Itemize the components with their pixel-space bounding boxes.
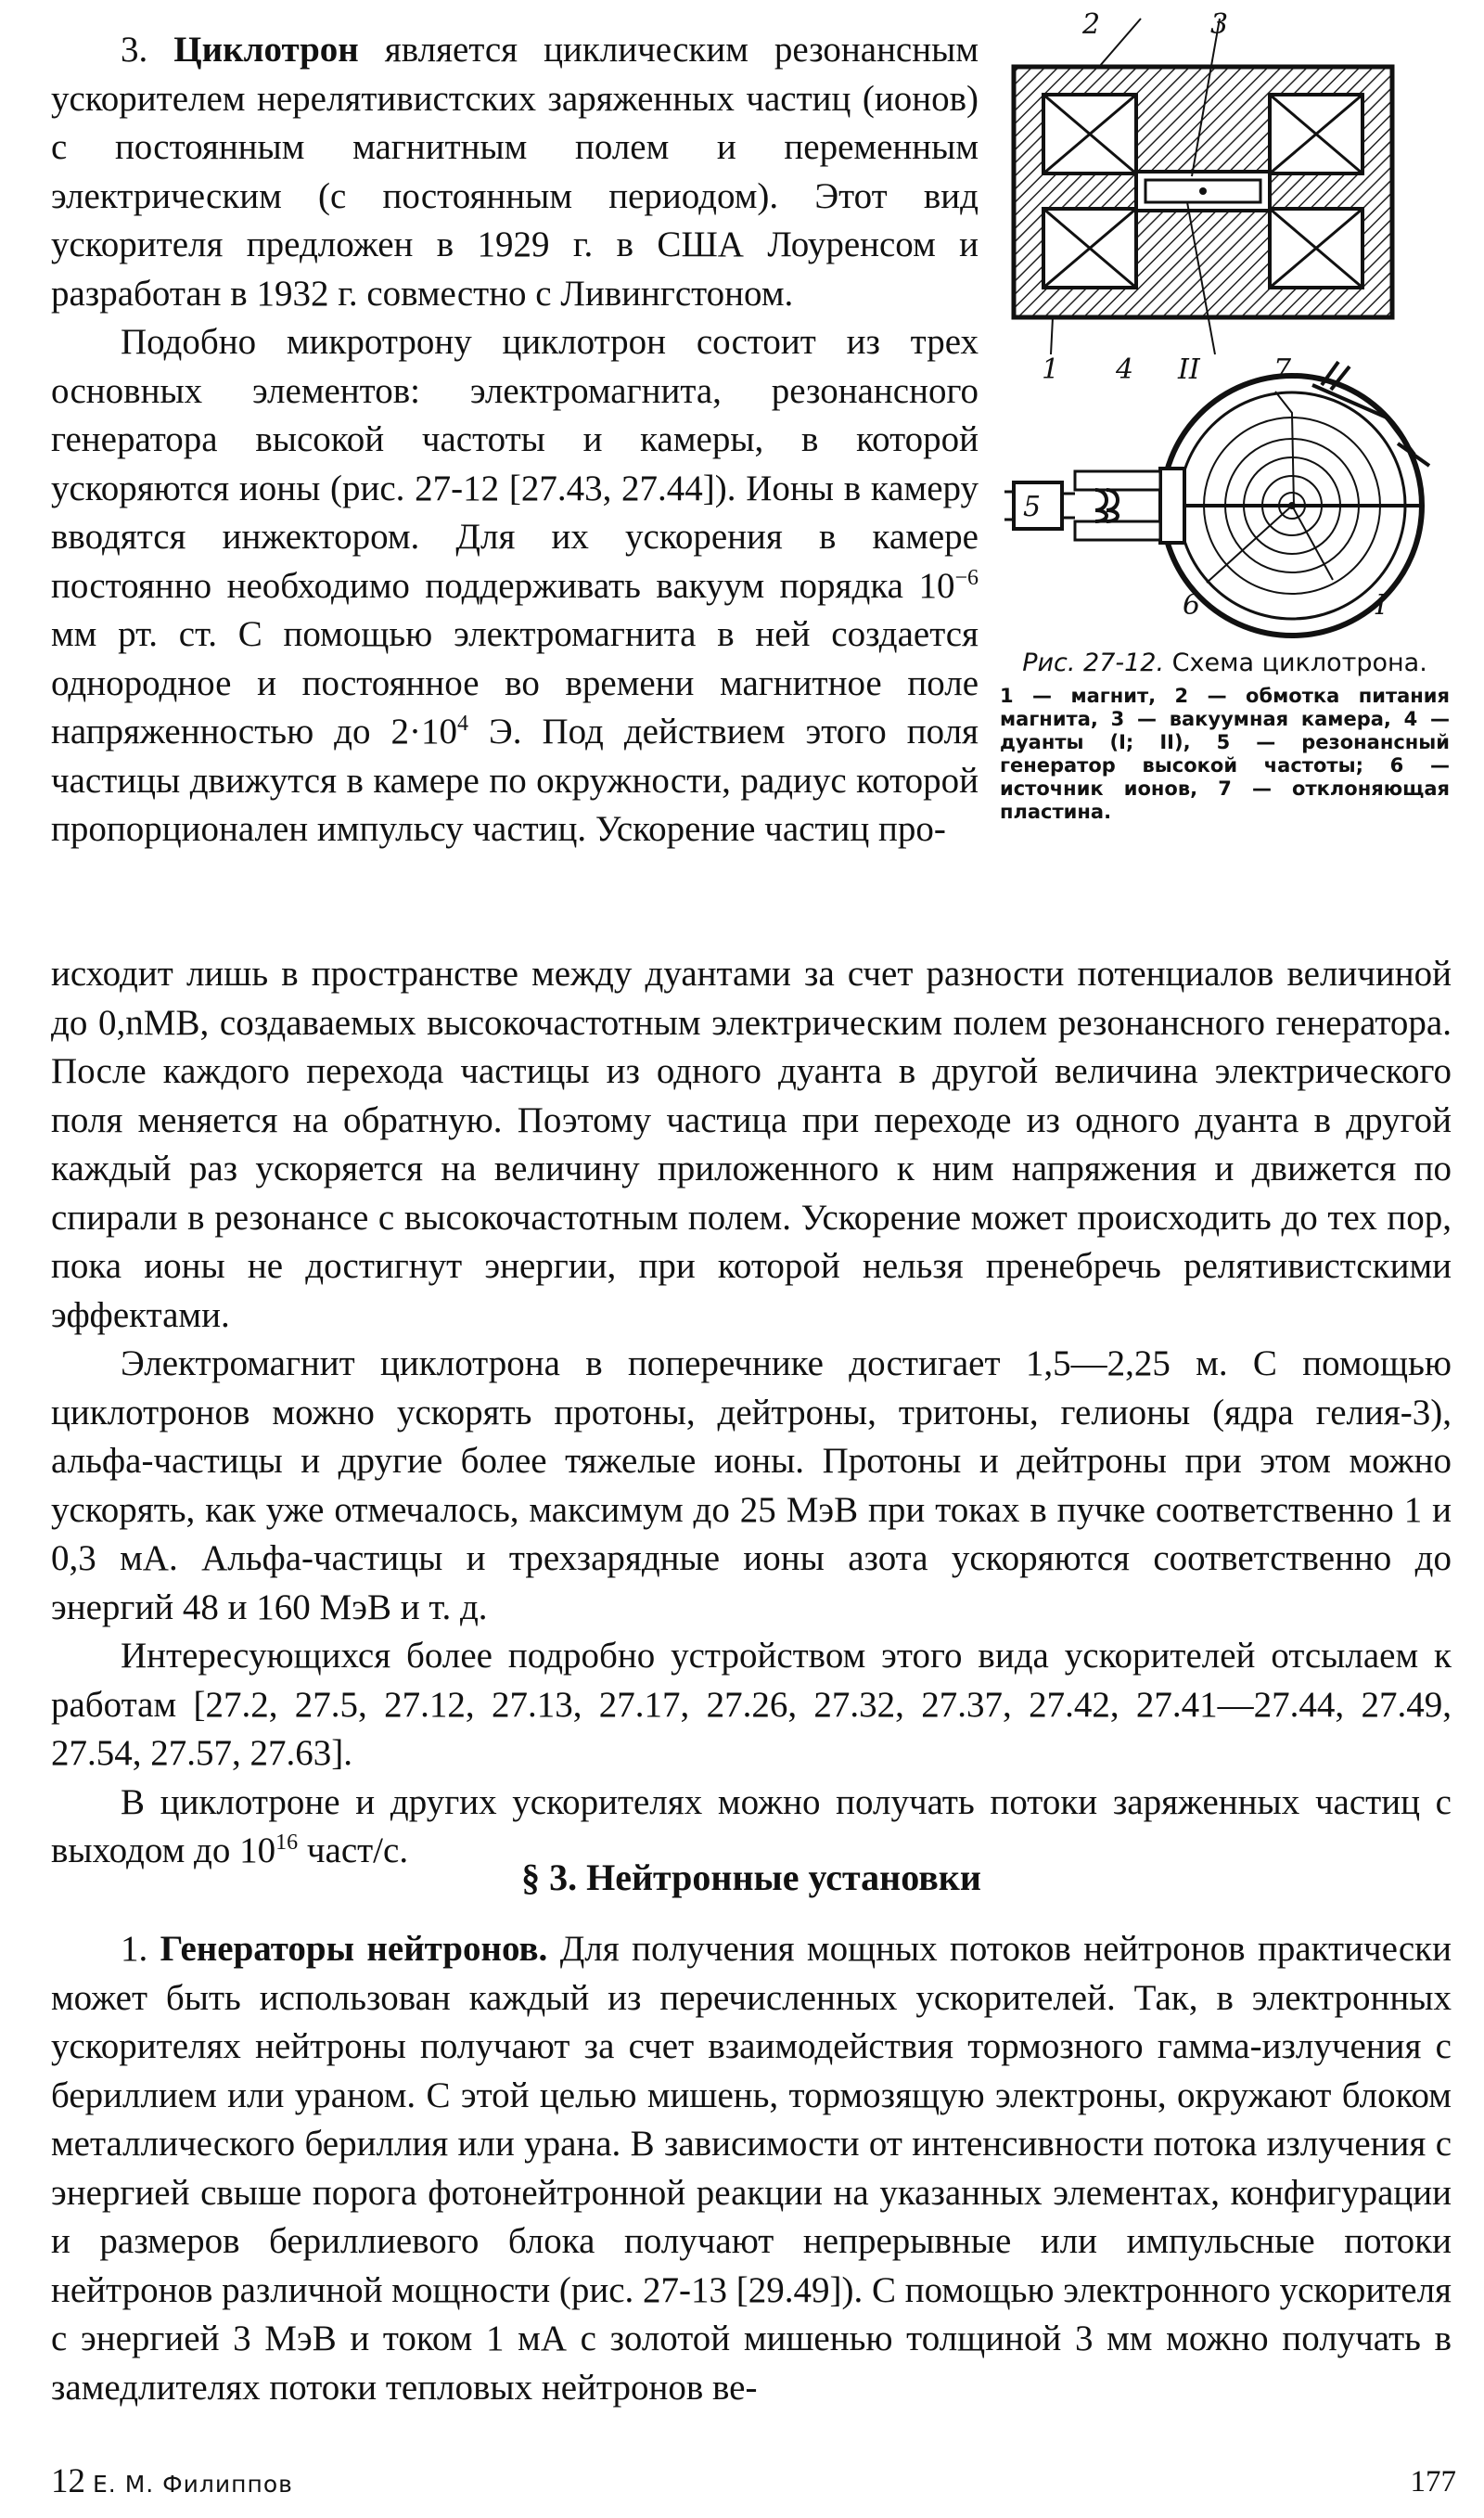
label-2: 2 bbox=[1082, 9, 1101, 41]
figure-label: Рис. 27-12. bbox=[1022, 649, 1165, 677]
text-run: Э. Под действием этого поля частицы движутся в камере по окружности, радиус которой пропорционален импульсу частиц. Ускорение частиц про- bbox=[51, 712, 979, 849]
term-cyclotron: Циклотрон bbox=[173, 30, 359, 70]
text-column-full bbox=[51, 950, 1452, 1876]
text-run: мм рт. ст. С помощью электромагнита в ней создается однородное и постоянное во времени магнитное поле напряженностью до 2·10 bbox=[51, 614, 979, 752]
paragraph-text: Для получения мощных потоков нейтронов практически может быть использован каждый из перечисленных ускорителей. Так, в электронных ускорителях нейтроны получают за счет взаимодействия тормозного гамма-излучения с бериллием или ураном. С этой целью мишень, тормозящую электроны, окружают блоком металлического бериллия или урана. В зависимости от интенсивности потока излучения с энергией свыше порога фотонейтронной реакции на указанных элементах, конфигурации и размеров бериллиевого блока получают непрерывные или импульсные потоки нейтронов различной мощности (рис. 27-13 [29.49]). С помощью электронного ускорителя с энергией 3 МэВ и током 1 мА с золотой мишенью толщиной 3 мм можно получать в замедлителях потоки тепловых нейтронов ве- bbox=[51, 1929, 1452, 2408]
figure-title-text: Схема циклотрона. bbox=[1171, 649, 1427, 677]
page-number: 177 bbox=[1410, 2465, 1456, 2499]
paragraph-continuation: исходит лишь в пространстве между дуантами за счет разности потенциалов величиной до 0,nМВ, создаваемых высокочастотным электрическим полем резонансного генератора. После каждого перехода частицы из одного дуанта в другой величина электрического поля меняется на обратную. Поэтому частица при переходе из одного дуанта в другой каждый раз ускоряется на величину приложенного к ним напряжения и движется по спирали в резонансе с высокочастотным полем. Ускорение может происходить до тех пор, пока ионы не достигнут энергии, при которой нельзя пренебречь релятивистскими эффектами. bbox=[51, 954, 1452, 1335]
figure-cyclotron-schematic bbox=[997, 9, 1452, 640]
item-number: 3. bbox=[121, 30, 148, 70]
label-6: 6 bbox=[1183, 589, 1201, 622]
exponent: 16 bbox=[275, 1831, 299, 1855]
chamber-plan-view bbox=[1004, 362, 1429, 636]
figure-legend: 1 — магнит, 2 — обмотка питания магнита, 3 — вакуумная камера, 4 — дуанты (I; II), 5 — резонансный генератор высокой частоты; 6 — источник ионов, 7 — отклоняющая пластина. bbox=[1000, 685, 1450, 823]
footer-signature bbox=[51, 2463, 293, 2503]
label-3: 3 bbox=[1210, 9, 1229, 41]
text-run: Подобно микротрону циклотрон состоит из трех основных элементов: электромагнита, резонансного генератора высокой частоты и камеры, в которой ускоряются ионы (рис. 27-12 [27.43, 27.44]). Ионы в камеру вводятся инжектором. Для их ускорения в камере постоянно необходимо поддерживать вакуум порядка 10 bbox=[51, 322, 979, 606]
text-column-section bbox=[51, 1925, 1452, 2412]
label-4: 4 bbox=[1116, 353, 1134, 386]
paragraph-electromagnet: Электромагнит циклотрона в поперечнике достигает 1,5—2,25 м. С помощью циклотронов можно ускорять протоны, дейтроны, тритоны, гелионы (ядра гелия-3), альфа-частицы и другие более тяжелые ионы. Протоны и дейтроны при этом можно ускорять, как уже отмечалось, максимум до 25 МэВ при токах в пучке соответственно 1 и 0,3 мА. Альфа-частицы и трехзарядные ионы азота ускоряются соответственно до энергий 48 и 160 МэВ и т. д. bbox=[51, 1343, 1452, 1627]
term-neutron-generators: Генераторы нейтронов. bbox=[160, 1929, 548, 1969]
paragraph-neutron-generators bbox=[51, 1925, 1452, 2412]
text-column-narrow bbox=[51, 26, 979, 854]
signature-number: 12 bbox=[51, 2462, 85, 2500]
label-5: 5 bbox=[1023, 491, 1042, 523]
item-number: 1. bbox=[121, 1929, 148, 1969]
label-1: 1 bbox=[1042, 353, 1060, 386]
label-7: 7 bbox=[1273, 353, 1292, 386]
exponent: −6 bbox=[954, 565, 979, 590]
figure-title bbox=[1000, 648, 1450, 679]
paragraph-text: является циклическим резонансным ускорителем нерелятивистских заряженных частиц (ионов) с постоянным магнитным полем и переменным электрическим (с постоянным периодом). Этот вид ускорителя предложен в 1929 г. в США Лоуренсом и разработан в 1932 г. совместно с Ливингстоном. bbox=[51, 30, 979, 314]
exponent: 4 bbox=[457, 712, 468, 736]
paragraph-references: Интересующихся более подробно устройством этого вида ускорителей отсылаем к работам [27.2, 27.5, 27.12, 27.13, 27.17, 27.26, 27.32, 27.37, 27.42, 27.41—27.44, 27.49, 27.54, 27.57, 27.63]. bbox=[51, 1636, 1452, 1773]
figure-caption bbox=[1000, 648, 1450, 824]
magnet-cross-section bbox=[1014, 19, 1392, 354]
paragraph-cyclotron-elements bbox=[51, 318, 979, 854]
text-run: В циклотроне и других ускорителях можно получать потоки заряженных частиц с выходом до 10 bbox=[51, 1781, 1452, 1870]
section-heading: § 3. Нейтронные установки bbox=[521, 1856, 981, 1898]
paragraph-cyclotron-intro bbox=[51, 26, 979, 318]
label-I: I bbox=[1375, 589, 1387, 622]
text-run: част/с. bbox=[298, 1831, 409, 1870]
label-II-top: II bbox=[1178, 353, 1200, 386]
cyclotron-diagram bbox=[997, 9, 1452, 640]
footer-author: Е. М. Филиппов bbox=[93, 2471, 293, 2498]
